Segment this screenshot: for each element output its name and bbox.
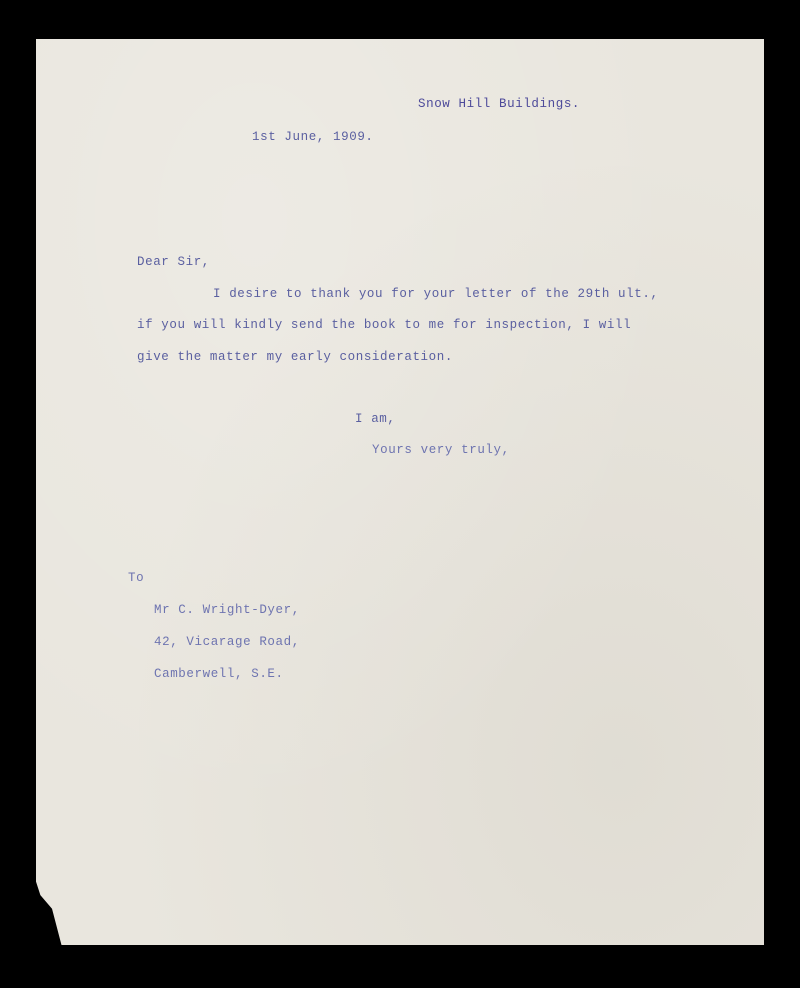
letter-date: 1st June, 1909. (252, 130, 374, 144)
recipient-district: Camberwell, S.E. (154, 667, 284, 681)
recipient-street: 42, Vicarage Road, (154, 635, 300, 649)
body-line-3: give the matter my early consideration. (137, 350, 453, 364)
body-line-2: if you will kindly send the book to me for inspection, I will (137, 318, 632, 332)
body-line-1: I desire to thank you for your letter of the 29th ult., (213, 287, 659, 301)
closing-line-2: Yours very truly, (372, 443, 510, 457)
closing-line-1: I am, (355, 412, 396, 426)
recipient-name: Mr C. Wright-Dyer, (154, 603, 300, 617)
salutation: Dear Sir, (137, 255, 210, 269)
sender-address: Snow Hill Buildings. (418, 97, 581, 111)
to-label: To (128, 571, 145, 585)
letter-sheet (36, 39, 764, 945)
